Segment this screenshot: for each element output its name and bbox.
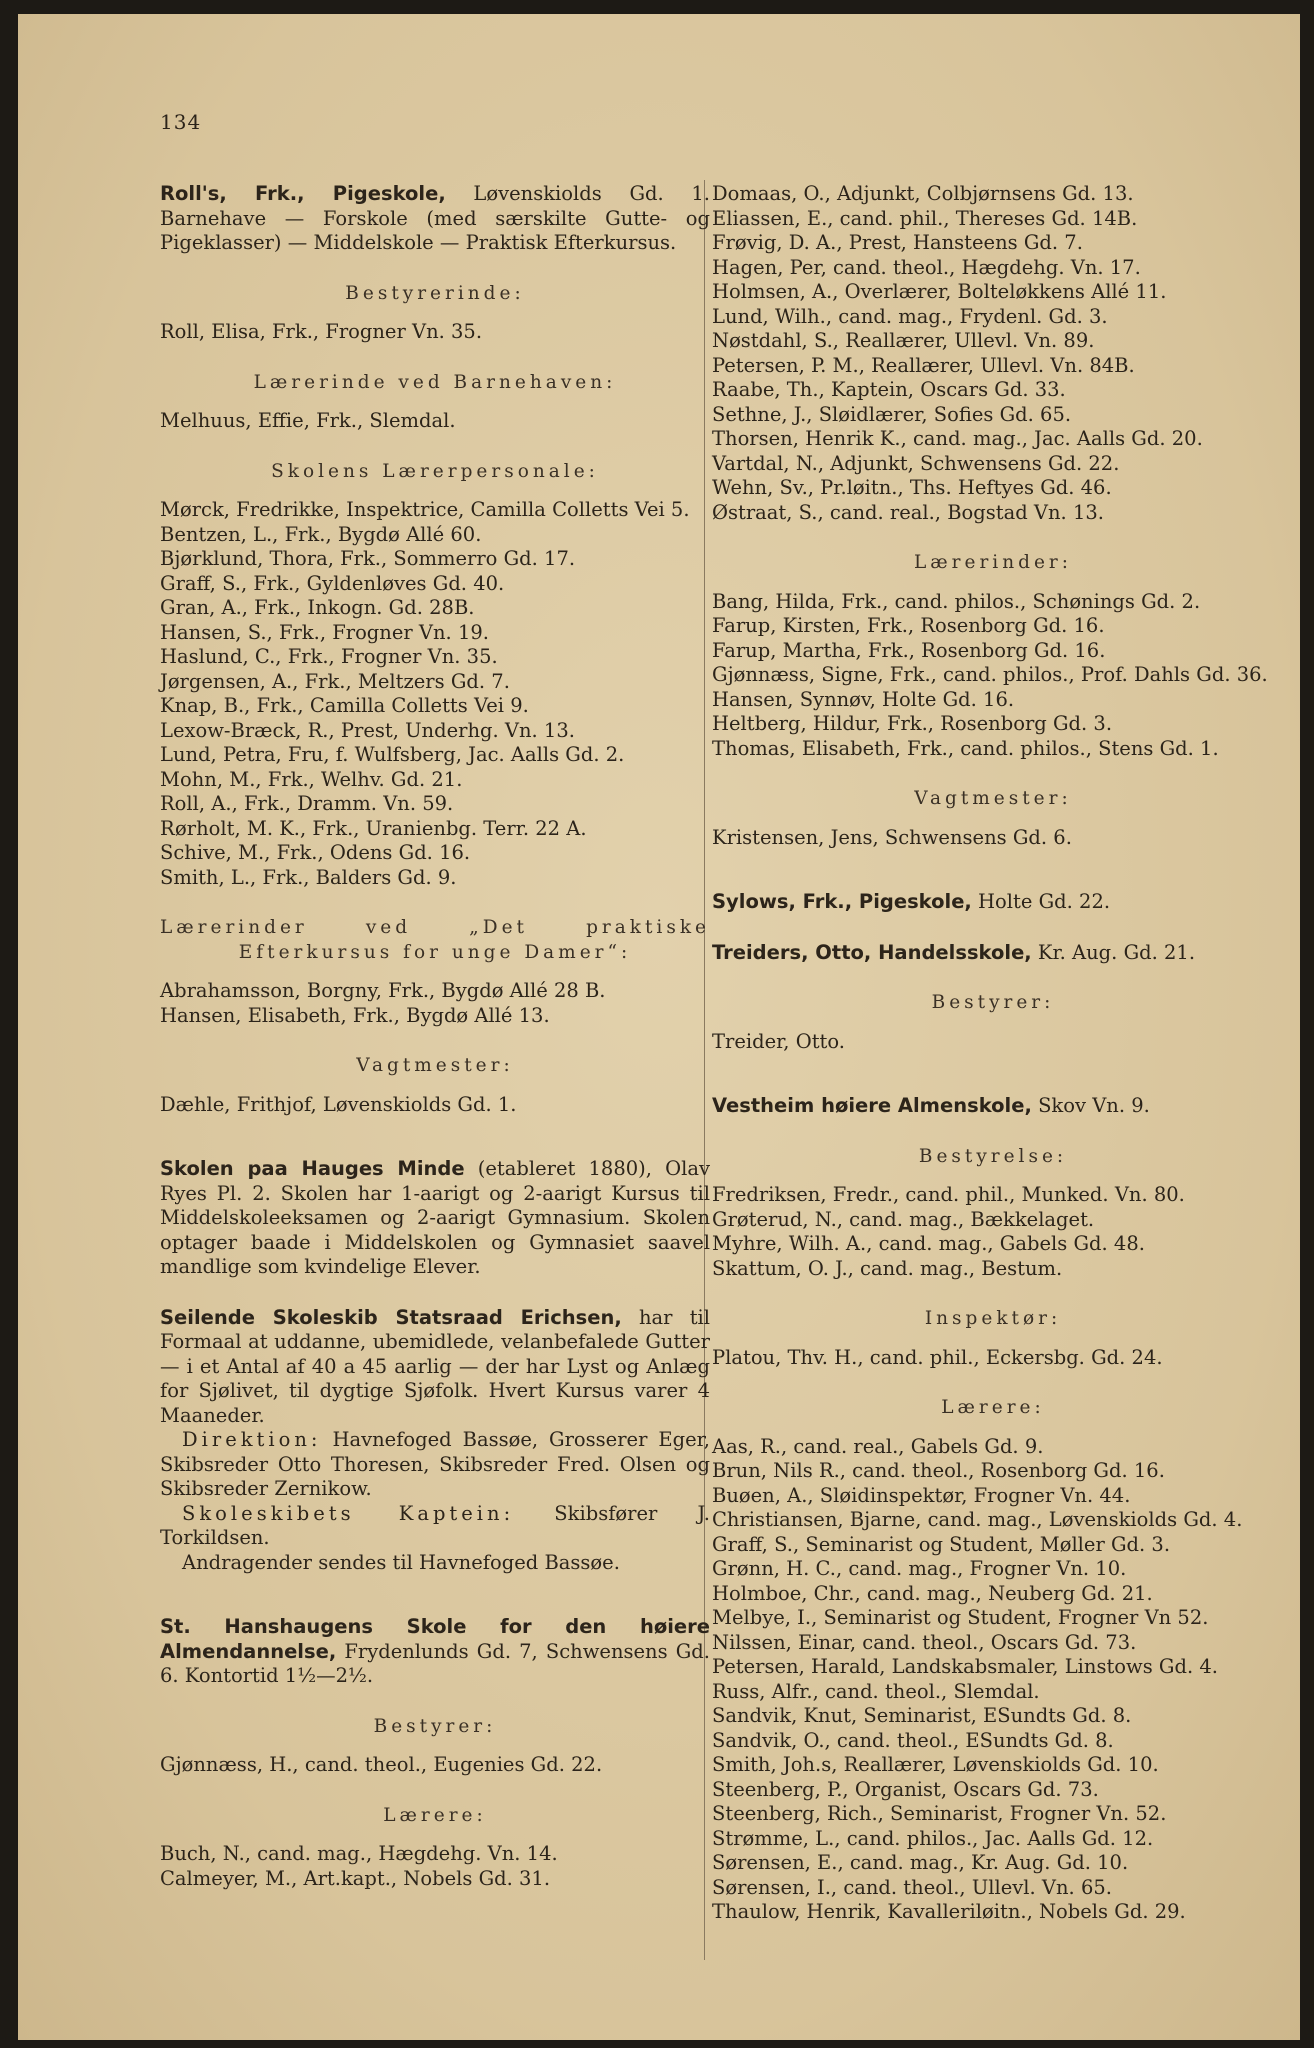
list-item: Thomas, Elisabeth, Frk., cand. philos., Stens Gd. 1.: [712, 736, 1219, 760]
section-heading: Bestyrerinde:: [345, 282, 525, 304]
hauge-school-entry: [160, 1157, 710, 1280]
list-item: Gjønnæss, Signe, Frk., cand. philos., Prof. Dahls Gd. 36.: [712, 663, 1268, 686]
hanshaugen-vagtmester-list: [712, 826, 1274, 851]
rolls-school-entry: [160, 182, 710, 256]
list-item: Hansen, Synnøv, Holte Gd. 16.: [712, 687, 1015, 711]
list-item: Hansen, Elisabeth, Frk., Bygdø Allé 13.: [160, 1003, 550, 1027]
schoolship-captain-text: Skibsfører J. Torkildsen.: [160, 1501, 710, 1549]
sylows-school-entry: [712, 890, 1274, 915]
section-heading: Lærerinde ved Barnehaven:: [253, 371, 617, 393]
list-item: Russ, Alfr., cand. theol., Slemdal.: [712, 1679, 1040, 1703]
list-item: Haslund, C., Frk., Frogner Vn. 35.: [160, 645, 498, 668]
list-item: Aas, R., cand. real., Gabels Gd. 9.: [712, 1434, 1044, 1458]
treiders-school-name: Treiders, Otto, Handelsskole,: [712, 940, 1032, 964]
list-item: Steenberg, P., Organist, Oscars Gd. 73.: [712, 1777, 1099, 1801]
list-item: Kristensen, Jens, Schwensens Gd. 6.: [712, 825, 1072, 849]
list-item: Skattum, O. J., cand. mag., Bestum.: [712, 1256, 1063, 1280]
hanshaugen-bestyrer-list: [160, 1753, 710, 1778]
sylows-school-name: Sylows, Frk., Pigeskole,: [712, 890, 972, 913]
section-heading: Inspektør:: [924, 1308, 1062, 1329]
schoolship-direction: [160, 1428, 710, 1502]
list-item: Platou, Thv. H., cand. phil., Eckersbg. Gd. 24.: [712, 1345, 1163, 1369]
section-heading: Skolens Lærerpersonale:: [271, 460, 599, 482]
list-item: Sandvik, Knut, Seminarist, ESundts Gd. 8.: [712, 1704, 1132, 1727]
list-item: Calmeyer, M., Art.kapt., Nobels Gd. 31.: [160, 1866, 551, 1890]
rolls-school-description: Løvenskiolds Gd. 1. Barnehave — Forskole (med særskilte Gutte- og Pigeklasser) — Middelskole — Praktisk Efterkursus.: [160, 182, 710, 254]
list-item: Buch, N., cand. mag., Hægdehg. Vn. 14.: [160, 1842, 558, 1865]
section-heading: Vagtmester:: [914, 788, 1072, 809]
sylows-school-address: Holte Gd. 22.: [971, 890, 1111, 913]
list-item: Knap, B., Frk., Camilla Colletts Vei 9.: [160, 694, 529, 717]
right-column: [712, 182, 1274, 1925]
list-item: Rørholt, M. K., Frk., Uranienbg. Terr. 22 A.: [160, 816, 587, 840]
treiders-school-entry: [712, 941, 1274, 966]
list-item: Sethne, J., Sløidlærer, Sofies Gd. 65.: [712, 402, 1072, 426]
schoolship-captain: [160, 1502, 710, 1551]
vestheim-teachers-list: [712, 1435, 1274, 1925]
list-item: Schive, M., Frk., Odens Gd. 16.: [160, 841, 471, 864]
list-item: Dæhle, Frithjof, Løvenskiolds Gd. 1.: [160, 1092, 517, 1116]
rolls-staff-list: [160, 498, 710, 890]
list-item: Østraat, S., cand. real., Bogstad Vn. 13.: [712, 500, 1104, 524]
vestheim-school-entry: [712, 1094, 1274, 1119]
schoolship-name: Seilende Skoleskib Statsraad Erichsen,: [160, 1305, 622, 1329]
schoolship-captain-label: Skoleskibets Kaptein:: [182, 1501, 515, 1525]
list-item: Holmboe, Chr., cand. mag., Neuberg Gd. 21.: [712, 1581, 1153, 1605]
directory-page: [18, 14, 1300, 2040]
list-item: Myhre, Wilh. A., cand. mag., Gabels Gd. 48.: [712, 1232, 1145, 1255]
list-item: Grønn, H. C., cand. mag., Frogner Vn. 10.: [712, 1557, 1127, 1580]
list-item: Thorsen, Henrik K., cand. mag., Jac. Aalls Gd. 20.: [712, 427, 1203, 450]
hanshaugen-female-teachers-list: [712, 590, 1274, 762]
list-item: Sørensen, I., cand. theol., Ullevl. Vn. 65.: [712, 1875, 1112, 1899]
list-item: Holmsen, A., Overlærer, Bolteløkkens Allé 11.: [712, 280, 1167, 303]
schoolship-applications: Andragender sendes til Havnefoged Bassøe.: [182, 1550, 620, 1574]
list-item: Jørgensen, A., Frk., Meltzers Gd. 7.: [160, 669, 510, 693]
list-item: Eliassen, E., cand. phil., Thereses Gd. 14B.: [712, 206, 1138, 230]
section-heading: Vagtmester:: [356, 1055, 514, 1076]
list-item: Graff, S., Frk., Gyldenløves Gd. 40.: [160, 571, 505, 595]
vestheim-inspector-list: [712, 1346, 1274, 1371]
section-heading: Lærere:: [941, 1397, 1045, 1418]
list-item: Thaulow, Henrik, Kavalleriløitn., Nobels Gd. 29.: [712, 1900, 1186, 1923]
list-item: Grøterud, N., cand. mag., Bækkelaget.: [712, 1207, 1095, 1231]
section-heading: Lærere:: [383, 1804, 487, 1826]
rolls-school-name: Roll's, Frk., Pigeskole,: [160, 182, 446, 205]
list-item: Bjørklund, Thora, Frk., Sommerro Gd. 17.: [160, 547, 576, 570]
left-column: [160, 182, 710, 1891]
hanshaugen-school-description: Frydenlunds Gd. 7, Schwensens Gd. 6. Kontortid 1½—2½.: [160, 1639, 710, 1687]
list-item: Frøvig, D. A., Prest, Hansteens Gd. 7.: [712, 231, 1083, 254]
list-item: Steenberg, Rich., Seminarist, Frogner Vn. 52.: [712, 1802, 1167, 1825]
hanshaugen-school-name: St. Hanshaugens Skole for den høiere Almendannelse,: [160, 1615, 710, 1663]
rolls-barnehave-list: [160, 409, 710, 434]
list-item: Hansen, S., Frk., Frogner Vn. 19.: [160, 620, 489, 644]
vestheim-school-name: Vestheim høiere Almenskole,: [712, 1094, 1032, 1117]
hauge-school-description: (etableret 1880), Olav Ryes Pl. 2. Skolen har 1-aarigt og 2-aarigt Kursus til Middelskoleeksamen og 2-aarigt Gymnasium. Skolen optager baade i Middelskolen og Gymnasiet saavel mandlige som kvindelige Elever.: [160, 1157, 710, 1278]
list-item: Petersen, P. M., Reallærer, Ullevl. Vn. 84B.: [712, 353, 1135, 377]
section-heading: Bestyrer:: [373, 1715, 497, 1737]
list-item: Heltberg, Hildur, Frk., Rosenborg Gd. 3.: [712, 712, 1113, 735]
list-item: Wehn, Sv., Pr.løitn., Ths. Heftyes Gd. 46.: [712, 476, 1112, 499]
schoolship-description: har til Formaal at uddanne, ubemidlede, velanbefalede Gutter — i et Antal af 40 a 45 aarlig — der har Lyst og Anlæg for Sjølivet, til dygtige Sjøfolk. Hvert Kursus varer 4 Maaneder.: [160, 1305, 710, 1427]
list-item: Roll, Elisa, Frk., Frogner Vn. 35.: [160, 320, 483, 343]
list-item: Farup, Kirsten, Frk., Rosenborg Gd. 16.: [712, 614, 1105, 637]
list-item: Farup, Martha, Frk., Rosenborg Gd. 16.: [712, 638, 1106, 662]
list-item: Sørensen, E., cand. mag., Kr. Aug. Gd. 10.: [712, 1851, 1129, 1874]
section-heading: Bestyrer:: [931, 992, 1055, 1013]
list-item: Domaas, O., Adjunkt, Colbjørnsens Gd. 13.: [712, 182, 1134, 205]
list-item: Bang, Hilda, Frk., cand. philos., Schønings Gd. 2.: [712, 589, 1201, 613]
list-item: Lexow-Bræck, R., Prest, Underhg. Vn. 13.: [160, 718, 575, 742]
schoolship-entry: [160, 1306, 710, 1429]
rolls-bestyrerinde-list: [160, 320, 710, 345]
list-item: Abrahamsson, Borgny, Frk., Bygdø Allé 28 B.: [160, 979, 606, 1002]
list-item: Lund, Petra, Fru, f. Wulfsberg, Jac. Aalls Gd. 2.: [160, 743, 625, 766]
list-item: Mørck, Fredrikke, Inspektrice, Camilla Colletts Vei 5.: [160, 498, 690, 521]
list-item: Buøen, A., Sløidinspektør, Frogner Vn. 44.: [712, 1483, 1131, 1507]
list-item: Graff, S., Seminarist og Student, Møller Gd. 3.: [712, 1532, 1171, 1556]
list-item: Brun, Nils R., cand. theol., Rosenborg Gd. 16.: [712, 1459, 1165, 1482]
vestheim-board-list: [712, 1183, 1274, 1281]
section-heading: Lærerinder:: [913, 552, 1072, 573]
rolls-efterkursus-list: [160, 979, 710, 1028]
hanshaugen-school-entry: [160, 1615, 710, 1689]
list-item: Christiansen, Bjarne, cand. mag., Løvenskiolds Gd. 4.: [712, 1508, 1243, 1531]
list-item: Bentzen, L., Frk., Bygdø Allé 60.: [160, 522, 482, 546]
treiders-bestyrer-list: [712, 1030, 1274, 1055]
list-item: Strømme, L., cand. philos., Jac. Aalls Gd. 12.: [712, 1826, 1154, 1850]
list-item: Treider, Otto.: [712, 1029, 845, 1053]
list-item: Fredriksen, Fredr., cand. phil., Munked. Vn. 80.: [712, 1183, 1185, 1206]
section-heading: Bestyrelse:: [918, 1145, 1068, 1167]
list-item: Hagen, Per, cand. theol., Hægdehg. Vn. 17.: [712, 255, 1141, 279]
hanshaugen-teachers-continued-list: [712, 182, 1274, 525]
list-item: Melbye, I., Seminarist og Student, Frogner Vn 52.: [712, 1606, 1209, 1629]
page-number: 134: [160, 110, 202, 134]
list-item: Petersen, Harald, Landskabsmaler, Linstows Gd. 4.: [712, 1655, 1218, 1678]
list-item: Nøstdahl, S., Reallærer, Ullevl. Vn. 89.: [712, 329, 1095, 352]
list-item: Mohn, M., Frk., Welhv. Gd. 21.: [160, 767, 463, 791]
list-item: Vartdal, N., Adjunkt, Schwensens Gd. 22.: [712, 451, 1120, 475]
rolls-vagtmester-list: [160, 1093, 710, 1118]
hauge-school-name: Skolen paa Hauges Minde: [160, 1157, 465, 1180]
list-item: Lund, Wilh., cand. mag., Frydenl. Gd. 3.: [712, 304, 1108, 328]
vestheim-school-address: Skov Vn. 9.: [1031, 1094, 1150, 1117]
hanshaugen-teachers-list: [160, 1842, 710, 1891]
list-item: Melhuus, Effie, Frk., Slemdal.: [160, 409, 456, 432]
schoolship-direction-label: Direktion:: [182, 1428, 322, 1451]
list-item: Gran, A., Frk., Inkogn. Gd. 28B.: [160, 596, 475, 619]
list-item: Raabe, Th., Kaptein, Oscars Gd. 33.: [712, 378, 1066, 401]
list-item: Smith, L., Frk., Balders Gd. 9.: [160, 865, 457, 889]
list-item: Sandvik, O., cand. theol., ESundts Gd. 8.: [712, 1728, 1114, 1752]
schoolship-direction-text: Havnefoged Bassøe, Grosserer Eger, Skibsreder Otto Thoresen, Skibsreder Fred. Olsen og Skibsreder Zernikow.: [160, 1428, 710, 1500]
list-item: Smith, Joh.s, Reallærer, Løvenskiolds Gd. 10.: [712, 1753, 1159, 1776]
section-heading: Lærerinder ved „Det praktiske Efterkursus for unge Damer“:: [160, 917, 710, 963]
list-item: Roll, A., Frk., Dramm. Vn. 59.: [160, 792, 454, 815]
list-item: Nilssen, Einar, cand. theol., Oscars Gd. 73.: [712, 1630, 1137, 1654]
list-item: Gjønnæss, H., cand. theol., Eugenies Gd. 22.: [160, 1753, 603, 1776]
treiders-school-address: Kr. Aug. Gd. 21.: [1031, 940, 1196, 964]
